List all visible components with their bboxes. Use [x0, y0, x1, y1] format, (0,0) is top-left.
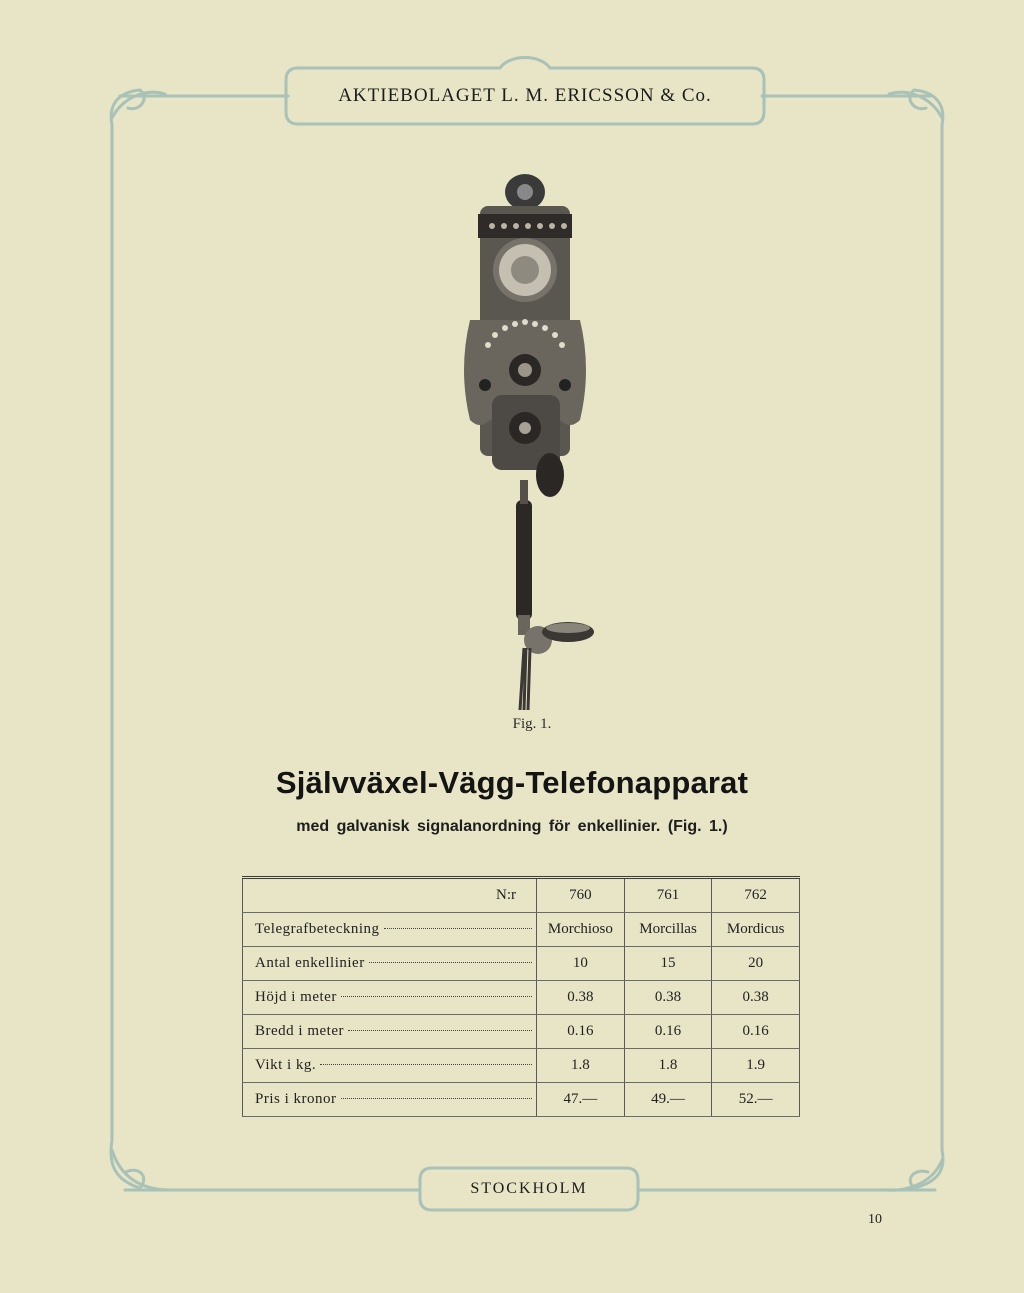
row-label-cell	[243, 1083, 537, 1117]
row-label-cell	[243, 1049, 537, 1083]
row-label-cell	[243, 981, 537, 1015]
column-header: 760	[537, 878, 625, 913]
table-cell: 10	[537, 947, 625, 981]
column-header-label: N:r	[243, 878, 537, 913]
table-row	[243, 1083, 800, 1117]
table-cell: 1.8	[537, 1049, 625, 1083]
row-label: Pris i kronor	[255, 1091, 337, 1107]
table-row	[243, 947, 800, 981]
table-cell: Morchioso	[537, 913, 625, 947]
footer-cartouche	[422, 1170, 636, 1208]
table-cell: 1.8	[624, 1049, 712, 1083]
row-label: Vikt i kg.	[255, 1057, 317, 1073]
row-label: Bredd i meter	[255, 1023, 344, 1039]
table-cell: 15	[624, 947, 712, 981]
dot-leader	[341, 1097, 533, 1099]
row-label: Höjd i meter	[255, 989, 337, 1005]
table-row	[243, 913, 800, 947]
table-cell: Morcillas	[624, 913, 712, 947]
table-cell: 49.—	[624, 1083, 712, 1117]
dot-leader	[348, 1029, 532, 1031]
table-cell: 47.—	[537, 1083, 625, 1117]
dot-leader	[320, 1063, 532, 1065]
table-cell: 52.—	[712, 1083, 800, 1117]
table-header-row	[243, 878, 800, 913]
row-label-cell	[243, 947, 537, 981]
row-label: Telegrafbeteckning	[255, 921, 380, 937]
table-cell: 0.16	[537, 1015, 625, 1049]
publisher-header	[290, 68, 760, 123]
table-cell: 0.16	[624, 1015, 712, 1049]
footer-city: STOCKHOLM	[470, 1180, 588, 1197]
column-header: 761	[624, 878, 712, 913]
specification-table	[242, 876, 800, 1117]
row-label: Antal enkellinier	[255, 955, 365, 971]
product-title: Självväxel-Vägg-Telefonapparat	[275, 765, 749, 800]
row-label-cell	[243, 913, 537, 947]
column-header: 762	[712, 878, 800, 913]
table-cell: 0.38	[712, 981, 800, 1015]
product-subtitle: med galvanisk signalanordning för enkellinier. (Fig. 1.)	[296, 818, 728, 835]
table-row	[243, 981, 800, 1015]
figure-caption: Fig. 1.	[512, 716, 552, 732]
table-row	[243, 1015, 800, 1049]
table-row	[243, 1049, 800, 1083]
dot-leader	[384, 927, 532, 929]
publisher-name: AKTIEBOLAGET L. M. ERICSSON & Co.	[338, 84, 712, 106]
dot-leader	[341, 995, 532, 997]
table-cell: 20	[712, 947, 800, 981]
table-cell: 0.38	[624, 981, 712, 1015]
wall-telephone-illustration	[440, 170, 610, 710]
table-cell: Mordicus	[712, 913, 800, 947]
table-cell: 0.38	[537, 981, 625, 1015]
table-cell: 0.16	[712, 1015, 800, 1049]
dot-leader	[369, 961, 532, 963]
table-cell: 1.9	[712, 1049, 800, 1083]
row-label-cell	[243, 1015, 537, 1049]
page-number: 10	[868, 1212, 882, 1227]
